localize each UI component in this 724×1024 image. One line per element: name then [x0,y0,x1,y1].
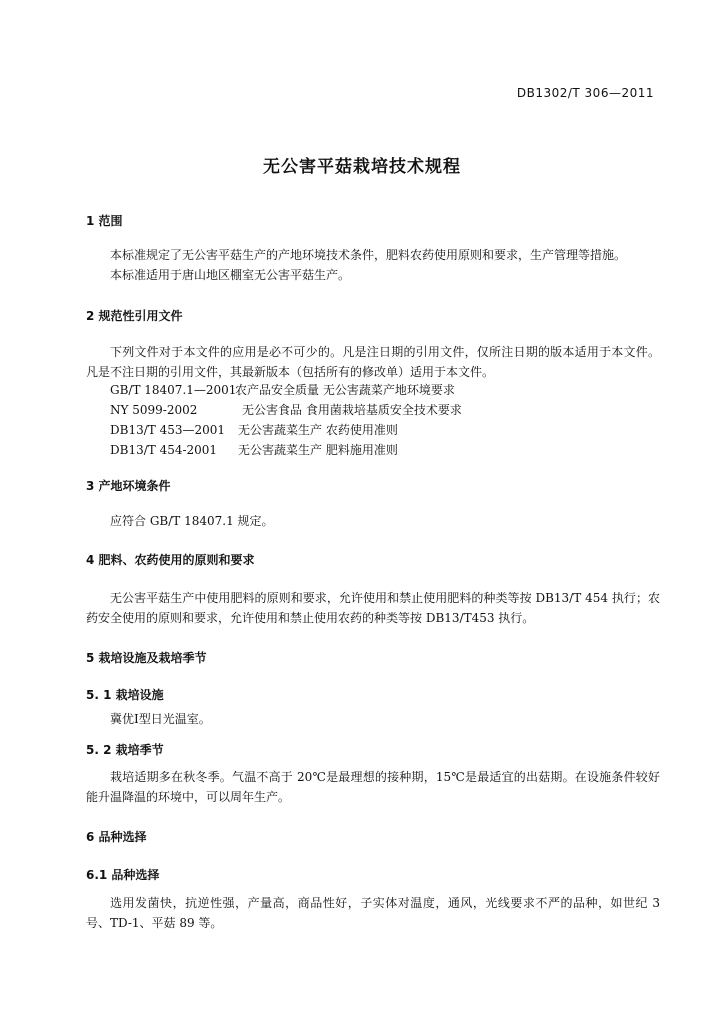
section-5-heading: 5 栽培设施及栽培季节 [86,651,207,665]
section-4-heading: 4 肥料、农药使用的原则和要求 [86,553,255,567]
section-6-heading: 6 品种选择 [86,830,147,844]
section-3-heading: 3 产地环境条件 [86,479,171,493]
section-4-paragraph: 无公害平菇生产中使用肥料的原则和要求，允许使用和禁止使用肥料的种类等按 DB13/T 454 执行；农药安全使用的原则和要求，允许使用和禁止使用农药的种类等按 DB13/T453 执行。 [86,591,660,625]
section-1-heading: 1 范围 [86,214,123,228]
document-title: 无公害平菇栽培技术规程 [263,157,461,177]
reference-code: DB13/T 454-2001 [110,443,218,457]
section-3-paragraph: 应符合 GB/T 18407.1 规定。 [110,514,274,528]
section-2-intro: 下列文件对于本文件的应用是必不可少的。凡是注日期的引用文件，仅所注日期的版本适用于本文件。凡是不注日期的引用文件，其最新版本（包括所有的修改单）适用于本文件。 [86,345,660,379]
section-5-2-heading: 5. 2 栽培季节 [86,743,164,757]
reference-code: GB/T 18407.1—2001 [110,383,237,397]
section-5-2-paragraph: 栽培适期多在秋冬季。气温不高于 20℃是最理想的接种期，15℃是最适宜的出菇期。在设施条件较好能升温降温的环境中，可以周年生产。 [86,770,660,804]
reference-item [110,380,455,400]
reference-item [110,400,462,420]
reference-item [110,440,398,460]
reference-title: 无公害蔬菜生产 农药使用准则 [238,423,398,437]
section-2-heading: 2 规范性引用文件 [86,309,183,323]
reference-title: 无公害食品 食用菌栽培基质安全技术要求 [242,403,462,417]
section-5-1-paragraph: 冀优Ⅰ型日光温室。 [110,712,211,726]
section-5-1-heading: 5. 1 栽培设施 [86,688,164,702]
section-6-1-paragraph: 选用发菌快，抗逆性强，产量高，商品性好，子实体对温度，通风，光线要求不严的品种，如世纪 3 号、TD-1、平菇 89 等。 [86,896,660,930]
reference-title: 无公害蔬菜生产 肥料施用准则 [238,443,398,457]
section-1-paragraph-2: 本标准适用于唐山地区棚室无公害平菇生产。 [110,268,351,282]
section-1-paragraph-1: 本标准规定了无公害平菇生产的产地环境技术条件，肥料农药使用原则和要求，生产管理等措施。 [110,248,627,262]
reference-title: 农产品安全质量 无公害蔬菜产地环境要求 [235,383,455,397]
reference-item [110,420,398,440]
section-6-1-heading: 6.1 品种选择 [86,868,160,882]
reference-code: NY 5099-2002 [110,403,198,417]
standard-code: DB1302/T 306—2011 [516,86,654,100]
reference-code: DB13/T 453—2001 [110,423,226,437]
